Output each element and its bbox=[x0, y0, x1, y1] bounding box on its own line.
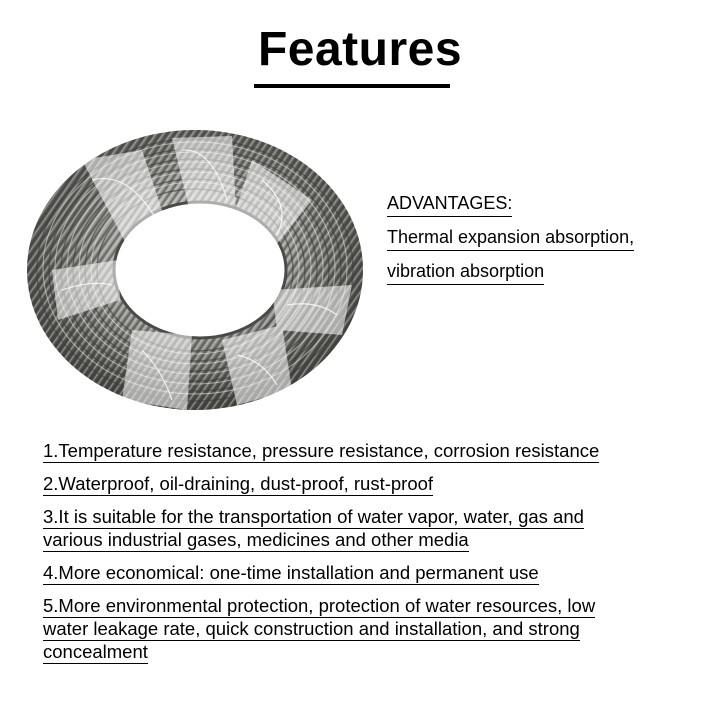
hose-coil-image bbox=[22, 120, 368, 420]
advantages-block bbox=[387, 190, 707, 292]
advantages-line: vibration absorption bbox=[387, 258, 544, 285]
feature-list bbox=[43, 440, 693, 674]
feature-item bbox=[43, 440, 693, 463]
feature-text: various industrial gases, medicines and other media bbox=[43, 529, 469, 550]
feature-item bbox=[43, 473, 693, 496]
feature-text: 1.Temperature resistance, pressure resistance, corrosion resistance bbox=[43, 440, 600, 461]
title-underline bbox=[254, 84, 450, 88]
feature-text: water leakage rate, quick construction and installation, and strong bbox=[43, 618, 580, 639]
advantages-line: Thermal expansion absorption, bbox=[387, 224, 634, 251]
feature-text: 3.It is suitable for the transportation of water vapor, water, gas and bbox=[43, 506, 584, 527]
feature-text: concealment bbox=[43, 641, 148, 662]
feature-item bbox=[43, 595, 693, 664]
feature-item bbox=[43, 506, 693, 552]
feature-text: 2.Waterproof, oil-draining, dust-proof, rust-proof bbox=[43, 473, 434, 494]
page-title: Features bbox=[257, 23, 463, 76]
feature-text: 4.More economical: one-time installation and permanent use bbox=[43, 562, 539, 583]
feature-item bbox=[43, 562, 693, 585]
advantages-heading: ADVANTAGES: bbox=[387, 190, 512, 217]
feature-text: 5.More environmental protection, protection of water resources, low bbox=[43, 595, 596, 616]
